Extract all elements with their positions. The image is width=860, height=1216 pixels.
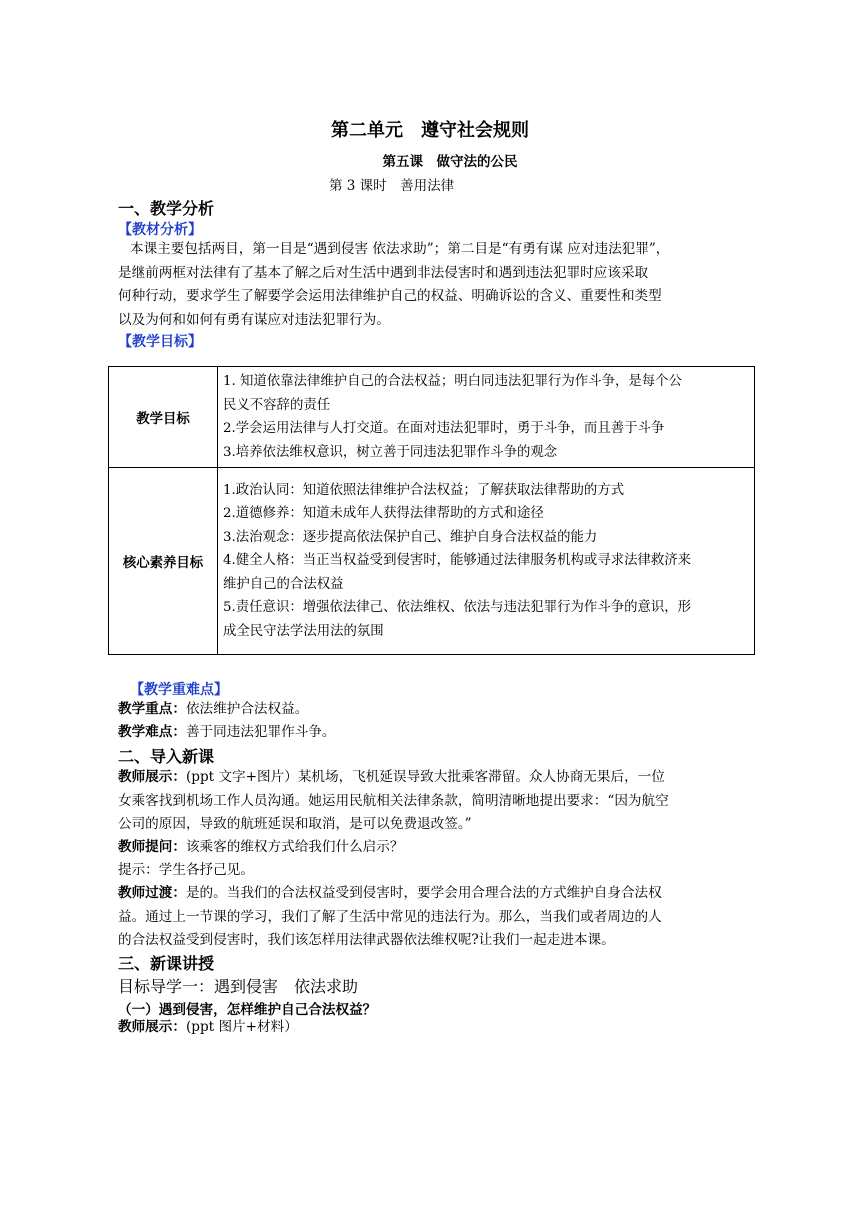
paragraph-line: 女乘客找到机场工作人员沟通。她运用民航相关法律条款，简明清晰地提出要求：“因为航空: [118, 792, 669, 809]
paragraph-line: 是继前两框对法律有了基本了解之后对生活中遇到非法侵害时和遇到违法犯罪时应该采取: [118, 264, 649, 281]
paragraph-line: 以及为何和如何有勇有谋应对违法犯罪行为。: [118, 311, 390, 328]
paragraph-line: 益。通过上一节课的学习，我们了解了生活中常见的违法行为。那么，当我们或者周边的人: [118, 908, 662, 925]
cell-line: 1. 知道依靠法律维护自己的合法权益；明白同违法犯罪行为作斗争，是每个公: [223, 374, 682, 389]
row-label-core-literacy: 核心素养目标: [109, 468, 218, 655]
goal-guide-heading: 目标导学一：遇到侵害 依法求助: [118, 977, 359, 996]
teaching-goals-label: 【教学目标】: [118, 334, 202, 350]
section-heading-intro: 二、导入新课: [118, 747, 215, 766]
row-label-teaching-goals: 教学目标: [109, 367, 218, 468]
unit-title: 第二单元 遵守社会规则: [331, 120, 529, 141]
teaching-difficulty: [118, 721, 336, 745]
cell-line: 3.法治观念：逐步提高依法保护自己、维护自身合法权益的能力: [223, 529, 598, 545]
section-heading-analysis: 一、教学分析: [118, 199, 215, 218]
teacher-transition-label: 教师过渡：: [118, 885, 186, 901]
row-content-core-literacy: [218, 468, 755, 655]
cell-line: 维护自己的合法权益: [223, 576, 344, 592]
teaching-focus-text: 依法维护合法权益。: [185, 701, 309, 717]
cell-line: 4.健全人格：当正当权益受到侵害时，能够通过法律服务机构或寻求法律救济来: [223, 553, 692, 569]
lesson-title: 第五课 做守法的公民: [382, 154, 518, 170]
lesson-period: 第 3 课时 善用法律: [329, 178, 455, 194]
teacher-show-label: 教师展示：: [118, 769, 186, 785]
teaching-focus-label: 教学重点：: [118, 701, 186, 717]
cell-line: 5.责任意识：增强依法律己、依法维权、依法与违法犯罪行为作斗争的意识，形: [223, 600, 692, 616]
teacher-show-label: 教师展示：: [118, 1019, 186, 1035]
paragraph-line: 本课主要包括两目，第一目是“遇到侵害 依法求助”；第二目是“有勇有谋 应对违法犯罪”，: [130, 241, 670, 257]
cell-line: 2.学会运用法律与人打交道。在面对违法犯罪时，勇于斗争，而且善于斗争: [223, 421, 665, 436]
cell-line: 民义不容辞的责任: [223, 397, 331, 413]
cell-line: 成全民守法学法用法的氛围: [223, 623, 384, 639]
row-content-teaching-goals: [218, 367, 755, 468]
teaching-goals-table: [108, 366, 755, 655]
sub-question-heading: （一）遇到侵害，怎样维护自己合法权益？: [118, 1002, 377, 1018]
teacher-show-paragraph: [118, 766, 669, 837]
paragraph-line: [118, 882, 662, 906]
paragraph-line: 何种行动，要求学生了解要学会运用法律维护自己的权益、明确诉讼的含义、重要性和类型: [118, 288, 662, 304]
textbook-analysis-label: 【教材分析】: [118, 222, 202, 238]
textbook-analysis-paragraph: [118, 238, 670, 332]
teacher-question-text: 该乘客的维权方式给我们什么启示？: [185, 839, 404, 855]
teaching-difficulty-text: 善于同违法犯罪作斗争。: [185, 724, 336, 740]
teacher-transition-text: 是的。当我们的合法权益受到侵害时，要学会用合理合法的方式维护自身合法权: [185, 885, 662, 901]
teaching-focus: [118, 698, 308, 722]
cell-line: 1.政治认同：知道依照法律维护合法权益；了解获取法律帮助的方式: [223, 482, 625, 498]
teacher-show-text: (ppt 文字+图片）某机场，飞机延误导致大批乘客滞留。众人协商无果后，一位: [185, 769, 665, 785]
paragraph-line: 公司的原因，导致的航班延误和取消，是可以免费退改签。”: [118, 816, 472, 832]
cell-line: 2.道德修养：知道未成年人获得法律帮助的方式和途径: [223, 506, 544, 522]
keypoints-label: 【教学重难点】: [130, 682, 228, 698]
teacher-question-label: 教师提问：: [118, 839, 186, 855]
teaching-difficulty-label: 教学难点：: [118, 724, 186, 740]
teacher-show-material-text: (ppt 图片+材料）: [185, 1019, 298, 1035]
table-row: [109, 468, 755, 655]
hint-text: 提示：学生各抒己见。: [118, 862, 254, 878]
teacher-transition-paragraph: [118, 882, 662, 953]
paragraph-line: 的合法权益受到侵害时，我们该怎样用法律武器依法维权呢?让我们一起走进本课。: [118, 932, 615, 948]
section-heading-new-lesson: 三、新课讲授: [118, 954, 215, 973]
teacher-question: [118, 836, 403, 860]
cell-line: 3.培养依法维权意识，树立善于同违法犯罪作斗争的观念: [223, 444, 558, 460]
table-row: [109, 367, 755, 468]
teacher-show-material: [118, 1016, 298, 1040]
paragraph-line: [118, 766, 669, 790]
